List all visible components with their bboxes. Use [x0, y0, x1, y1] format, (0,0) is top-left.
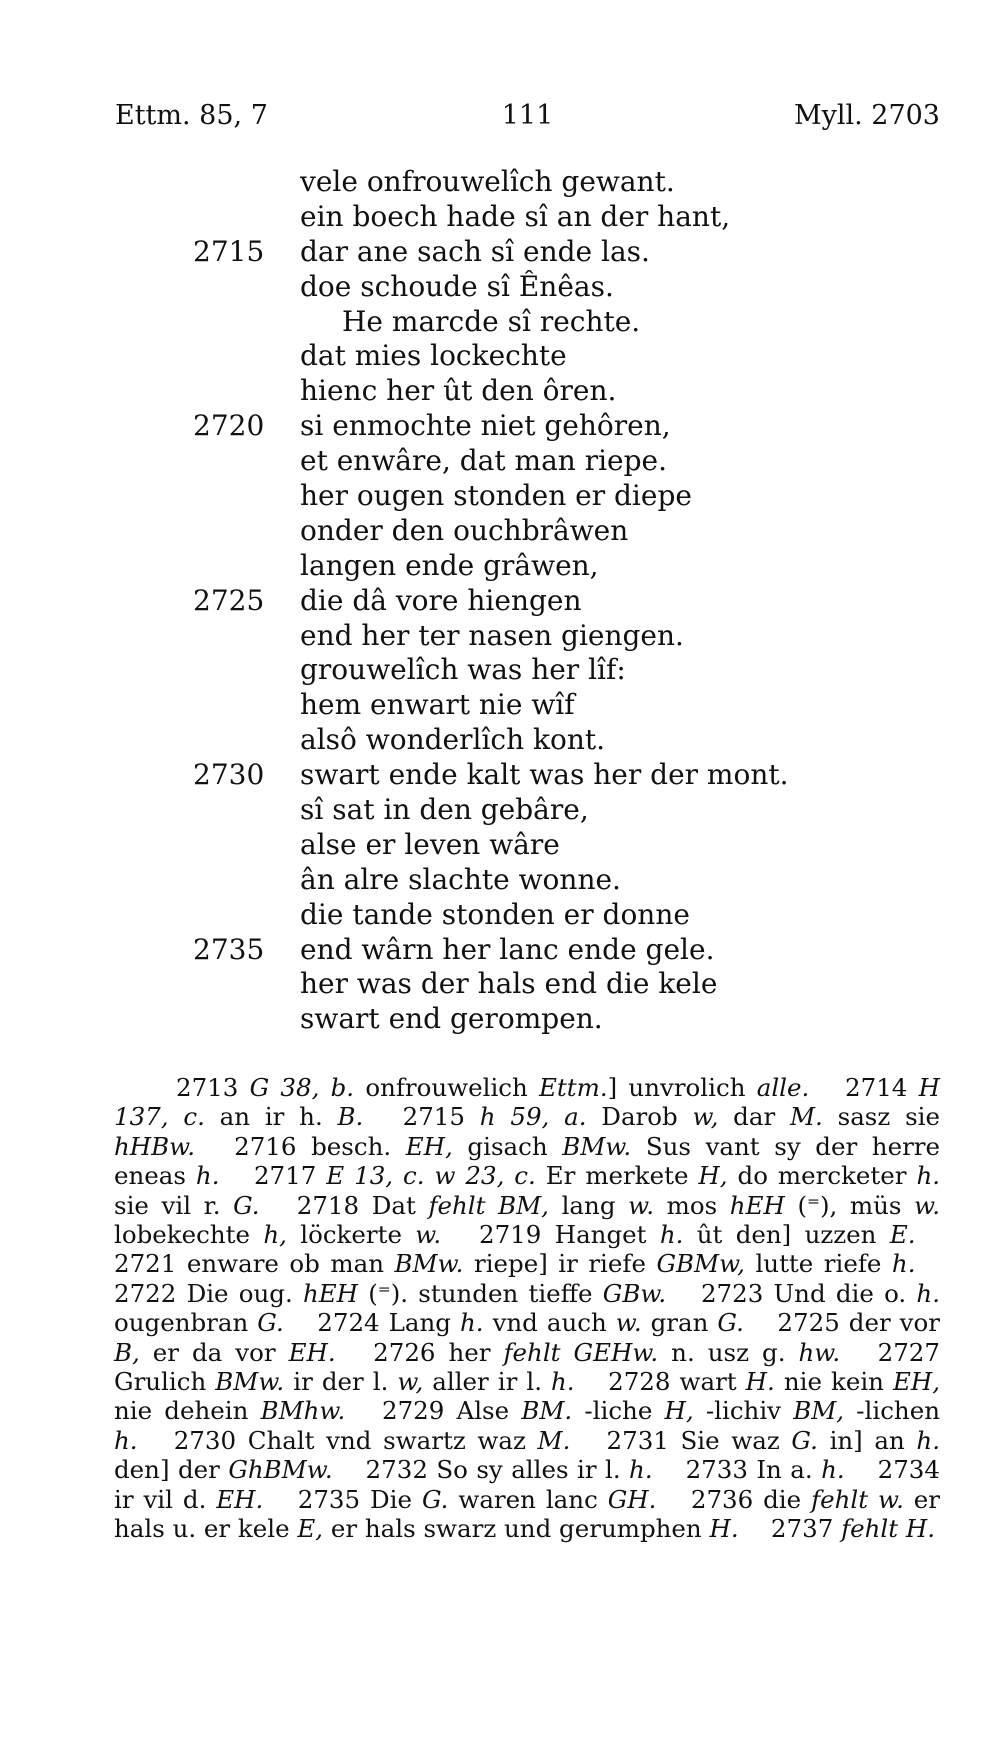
verse-line — [0, 933, 1000, 968]
apparatus-text: lobekechte — [114, 1220, 264, 1250]
apparatus-siglum: w. — [628, 1190, 654, 1220]
apparatus-text: gran — [641, 1308, 718, 1338]
verse-text: swart end gerompen. — [300, 1002, 603, 1036]
apparatus-siglum: EH. — [288, 1337, 336, 1367]
apparatus-siglum: h. — [459, 1308, 484, 1338]
verse-text-block — [0, 165, 1000, 1037]
verse-text: onder den ouchbrâwen — [300, 513, 629, 547]
apparatus-siglum: G. — [717, 1308, 744, 1338]
apparatus-siglum: h, — [263, 1220, 287, 1250]
apparatus-text: ougenbran — [114, 1308, 258, 1338]
apparatus-text: (⁼). stunden tieffe — [358, 1278, 603, 1308]
verse-line — [0, 1002, 1000, 1037]
verse-line — [0, 967, 1000, 1002]
apparatus-text: 2721 enware ob man — [114, 1220, 940, 1279]
apparatus-text: er hals swarz und gerumphen — [323, 1514, 710, 1544]
apparatus-text: löckerte — [286, 1220, 416, 1250]
apparatus-siglum: G. — [791, 1425, 818, 1455]
apparatus-text: -lichiv — [693, 1396, 794, 1426]
apparatus-text: 2717 — [219, 1161, 327, 1191]
verse-text: die dâ vore hiengen — [300, 583, 582, 617]
verse-line — [0, 619, 1000, 654]
apparatus-text: -lichen — [844, 1396, 940, 1426]
apparatus-siglum: GhBMw. — [228, 1455, 333, 1485]
verse-text: langen ende grâwen, — [300, 548, 599, 582]
apparatus-text: 2724 Lang — [283, 1308, 460, 1338]
apparatus-siglum: B, — [114, 1337, 140, 1367]
apparatus-siglum: hHBw. — [114, 1131, 196, 1161]
apparatus-siglum: BMw. — [394, 1249, 464, 1279]
verse-text: alsô wonderlîch kont. — [300, 723, 606, 757]
verse-text: dat mies lockechte — [300, 339, 567, 373]
apparatus-text: 2735 Die — [263, 1484, 422, 1514]
verse-line — [0, 758, 1000, 793]
apparatus-text: 2726 her — [335, 1337, 504, 1367]
page-number: 111 — [501, 100, 554, 131]
apparatus-siglum: G. — [233, 1190, 260, 1220]
verse-line — [0, 898, 1000, 933]
apparatus-text: gisach — [452, 1131, 563, 1161]
verse-line — [0, 863, 1000, 898]
verse-line — [0, 793, 1000, 828]
apparatus-text: Darob — [586, 1102, 693, 1132]
apparatus-siglum: h 59, a. — [479, 1102, 587, 1132]
apparatus-text: 2719 Hanget — [441, 1220, 660, 1250]
verse-text: doe schoude sî Ênêas. — [300, 269, 614, 303]
verse-line — [0, 479, 1000, 514]
verse-number: 2715 — [193, 234, 265, 268]
apparatus-siglum: G. — [421, 1484, 449, 1514]
verse-line — [0, 584, 1000, 619]
verse-text: si enmochte niet gehôren, — [300, 409, 671, 443]
apparatus-siglum: fehlt BM, — [428, 1190, 549, 1220]
apparatus-siglum: BMhw. — [260, 1396, 346, 1426]
apparatus-text: mos — [653, 1190, 730, 1220]
apparatus-text: 2727 Grulich — [114, 1337, 940, 1397]
apparatus-siglum: fehlt w. — [811, 1484, 904, 1514]
verse-text: et enwâre, dat man riepe. — [300, 444, 667, 478]
apparatus-siglum: GBMw, — [656, 1249, 745, 1279]
verse-line — [0, 688, 1000, 723]
apparatus-siglum: hw. — [798, 1337, 841, 1367]
verse-text: dar ane sach sî ende las. — [300, 234, 650, 268]
apparatus-text: 2714 — [809, 1073, 919, 1102]
apparatus-siglum: alle. — [756, 1073, 810, 1102]
apparatus-text: 2713 — [176, 1073, 250, 1102]
apparatus-text: sie vil r. — [114, 1190, 234, 1220]
apparatus-siglum: h. — [916, 1161, 941, 1191]
apparatus-siglum: h. — [916, 1425, 940, 1455]
apparatus-siglum: BM. — [521, 1396, 573, 1426]
running-header — [115, 100, 940, 140]
verse-number: 2730 — [193, 758, 265, 792]
apparatus-siglum: w. — [914, 1190, 940, 1220]
verse-line — [0, 305, 1000, 340]
apparatus-siglum: w. — [415, 1220, 442, 1250]
apparatus-siglum: h. — [551, 1367, 575, 1397]
apparatus-text: aller ir l. — [423, 1367, 552, 1397]
apparatus-siglum: EH, — [892, 1367, 941, 1397]
apparatus-text: er da vor — [139, 1337, 289, 1367]
verse-line — [0, 270, 1000, 305]
apparatus-siglum: w, — [692, 1102, 719, 1132]
apparatus-text: 2722 Die oug. — [114, 1249, 940, 1308]
apparatus-siglum: G. — [257, 1308, 284, 1338]
apparatus-text: 2718 Dat — [259, 1190, 429, 1220]
apparatus-text: 2716 besch. — [195, 1131, 406, 1161]
apparatus-siglum: E. — [889, 1220, 916, 1250]
apparatus-siglum: BMw. — [562, 1131, 632, 1161]
apparatus-text: n. usz g. — [658, 1337, 799, 1367]
verse-text: hem enwart nie wîf — [300, 688, 575, 722]
apparatus-text: 2736 die — [656, 1484, 812, 1514]
apparatus-siglum: G 38, b. — [249, 1073, 355, 1102]
critical-apparatus — [114, 1073, 940, 1544]
apparatus-siglum: M. — [537, 1425, 571, 1455]
verse-text: sî sat in den gebâre, — [300, 793, 589, 827]
verse-text: ein boech hade sî an der hant, — [300, 199, 731, 233]
apparatus-siglum: B. — [337, 1102, 364, 1132]
verse-line — [0, 514, 1000, 549]
apparatus-text: ] unvrolich — [607, 1073, 757, 1102]
apparatus-siglum: EH, — [405, 1131, 453, 1161]
verse-line — [0, 235, 1000, 270]
apparatus-siglum: BM, — [793, 1396, 845, 1426]
apparatus-text: 2734 ir vil d. — [114, 1455, 940, 1514]
apparatus-siglum: E 13, c. w 23, c. — [326, 1161, 536, 1191]
apparatus-siglum: w, — [397, 1367, 424, 1397]
apparatus-text: nie dehein — [114, 1396, 261, 1426]
verse-number: 2720 — [193, 409, 265, 443]
apparatus-text: 2715 — [363, 1102, 480, 1132]
apparatus-text: er hals u. er kele — [114, 1484, 941, 1544]
apparatus-siglum: hEH — [729, 1190, 785, 1220]
apparatus-siglum: H. — [745, 1367, 775, 1397]
apparatus-text: in] an — [817, 1425, 917, 1455]
verse-text: end wârn her lanc ende gele. — [300, 932, 715, 966]
apparatus-siglum: h. — [659, 1220, 684, 1250]
apparatus-text: lutte riefe — [744, 1249, 892, 1279]
apparatus-siglum: h. — [629, 1455, 653, 1485]
apparatus-siglum: M. — [789, 1102, 823, 1132]
apparatus-text: 2730 Chalt vnd swartz waz — [137, 1425, 538, 1455]
apparatus-text: vnd auch — [483, 1308, 616, 1338]
apparatus-text: an ir h. — [204, 1102, 338, 1132]
verse-line — [0, 374, 1000, 409]
verse-line — [0, 549, 1000, 584]
apparatus-text: Er merkete — [535, 1161, 699, 1191]
verse-text: ân alre slachte wonne. — [300, 862, 621, 896]
verse-text: end her ter nasen giengen. — [300, 618, 684, 652]
verse-text: alse er leven wâre — [300, 827, 560, 861]
apparatus-siglum: Ettm. — [539, 1073, 608, 1102]
apparatus-siglum: GBw. — [602, 1278, 667, 1308]
verse-line — [0, 653, 1000, 688]
apparatus-siglum: h. — [195, 1161, 220, 1191]
apparatus-text: Sus vant sy der herre eneas — [114, 1131, 940, 1191]
header-left: Ettm. 85, 7 — [115, 100, 268, 131]
verse-text: her ougen stonden er diepe — [300, 479, 692, 513]
apparatus-siglum: H, — [664, 1396, 694, 1426]
apparatus-text: 2728 wart — [574, 1367, 746, 1397]
apparatus-text: do mercketer — [727, 1161, 917, 1191]
verse-text: die tande stonden er donne — [300, 897, 690, 931]
apparatus-text: waren lanc — [448, 1484, 608, 1514]
apparatus-siglum: h. — [114, 1425, 138, 1455]
apparatus-text: 2729 Alse — [345, 1396, 522, 1426]
verse-text: vele onfrouwelîch gewant. — [300, 165, 675, 198]
apparatus-siglum: E, — [297, 1514, 324, 1544]
apparatus-siglum: fehlt H. — [841, 1514, 936, 1544]
header-right: Myll. 2703 — [793, 100, 940, 131]
apparatus-text: den] der — [114, 1455, 229, 1485]
apparatus-siglum: h. — [821, 1455, 845, 1485]
apparatus-text: lang — [548, 1190, 629, 1220]
apparatus-text: 2723 Und die o. — [666, 1278, 917, 1308]
verse-number: 2725 — [193, 583, 265, 617]
apparatus-text: 2737 — [738, 1514, 842, 1544]
verse-line — [0, 828, 1000, 863]
apparatus-siglum: w. — [615, 1308, 642, 1338]
apparatus-siglum: fehlt GEHw. — [503, 1337, 659, 1367]
verse-line — [0, 409, 1000, 444]
apparatus-text: ir der l. — [284, 1367, 398, 1397]
apparatus-text: 2732 So sy alles ir l. — [332, 1455, 630, 1485]
apparatus-text: -liche — [572, 1396, 665, 1426]
apparatus-text: 2731 Sie waz — [570, 1425, 792, 1455]
verse-text: her was der hals end die kele — [300, 967, 718, 1001]
apparatus-siglum: H 137, c. — [114, 1073, 940, 1132]
verse-line — [0, 444, 1000, 479]
apparatus-text: nie kein — [774, 1367, 893, 1397]
apparatus-text: 2725 der vor — [743, 1308, 940, 1338]
apparatus-text: dar — [718, 1102, 790, 1132]
apparatus-text: sasz sie — [822, 1102, 940, 1132]
verse-line — [0, 339, 1000, 374]
verse-line — [0, 200, 1000, 235]
apparatus-siglum: H, — [698, 1161, 728, 1191]
apparatus-siglum: EH. — [216, 1484, 264, 1514]
verse-number: 2735 — [193, 932, 265, 966]
apparatus-siglum: GH. — [607, 1484, 657, 1514]
apparatus-text: ût den] uzzen — [683, 1220, 890, 1250]
apparatus-siglum: BMw. — [215, 1367, 285, 1397]
apparatus-text: (⁼), müs — [784, 1190, 915, 1220]
apparatus-siglum: h. — [891, 1249, 916, 1279]
apparatus-siglum: h. — [916, 1278, 940, 1308]
verse-text: grouwelîch was her lîf: — [300, 653, 626, 687]
apparatus-text: 2733 In a. — [652, 1455, 822, 1485]
verse-text: swart ende kalt was her der mont. — [300, 758, 789, 792]
verse-line — [0, 165, 1000, 200]
verse-text: hienc her ût den ôren. — [300, 374, 617, 408]
apparatus-text: onfrouwelich — [354, 1073, 540, 1102]
verse-line — [0, 723, 1000, 758]
apparatus-text: riepe] ir riefe — [463, 1249, 657, 1279]
verse-text: He marcde sî rechte. — [342, 304, 641, 338]
apparatus-siglum: H. — [709, 1514, 739, 1544]
apparatus-siglum: hEH — [303, 1278, 359, 1308]
